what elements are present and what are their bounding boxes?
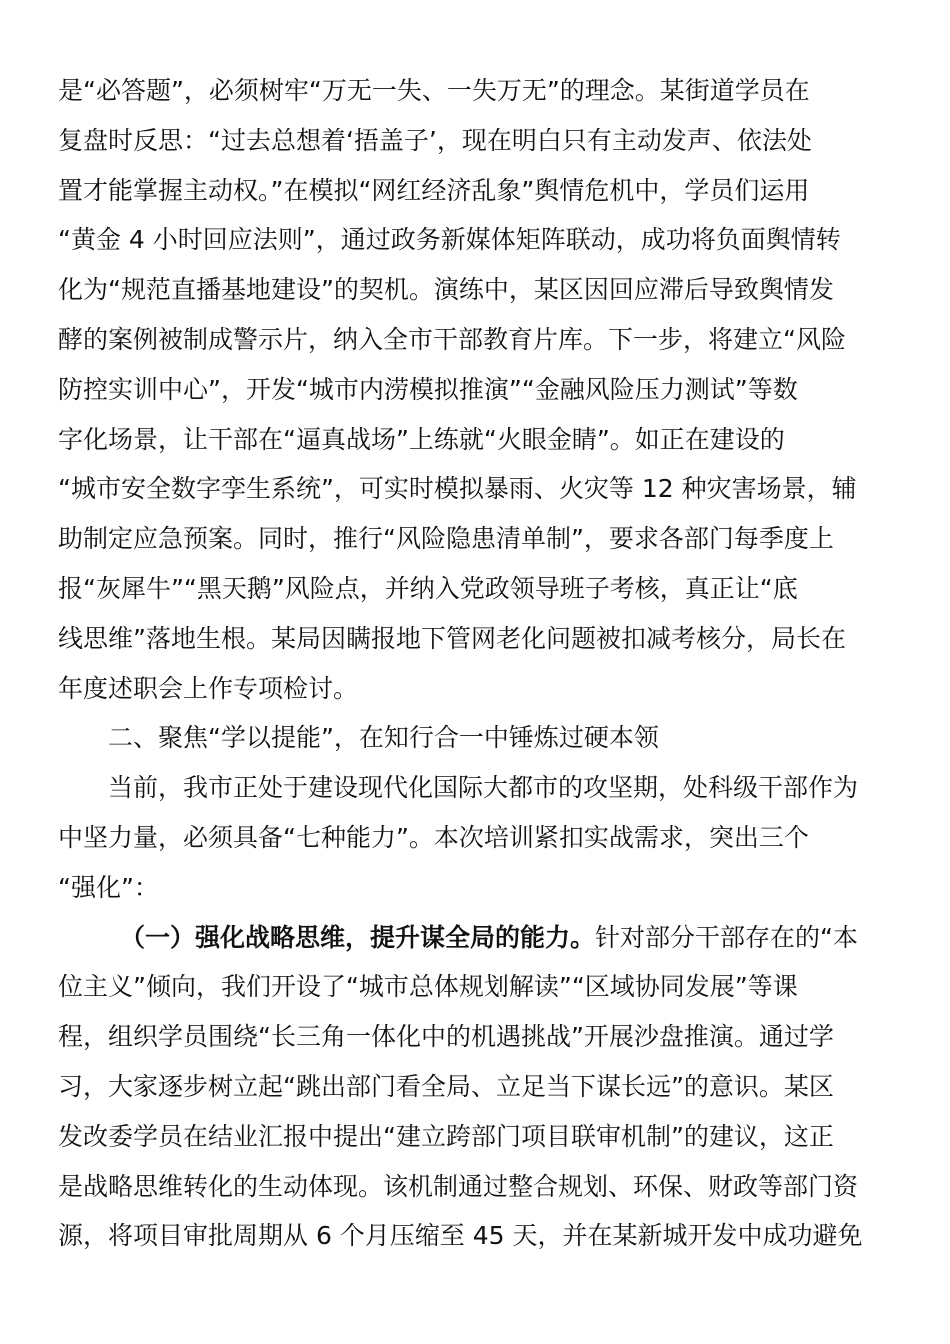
paragraph-line: “强化”： <box>58 872 159 902</box>
paragraph-line: 防控实训中心”，开发“城市内涝模拟推演”“金融风险压力测试”等数 <box>58 374 798 404</box>
paragraph-line: 年度述职会上作专项检讨。 <box>58 673 359 703</box>
paragraph-line: 习，大家逐步树立起“跳出部门看全局、立足当下谋长远”的意识。某区 <box>58 1071 834 1101</box>
subsection-heading: （一）强化战略思维，提升谋全局的能力。 <box>120 922 596 952</box>
paragraph-line: “黄金 4 小时回应法则”，通过政务新媒体矩阵联动，成功将负面舆情转 <box>58 225 841 255</box>
paragraph-line: 是战略思维转化的生动体现。该机制通过整合规划、环保、财政等部门资 <box>58 1171 859 1201</box>
subsection-text: 针对部分干部存在的“本 <box>595 922 858 952</box>
paragraph-line: 酵的案例被制成警示片，纳入全市干部教育片库。下一步，将建立“风险 <box>58 324 846 354</box>
paragraph-line: 源，将项目审批周期从 6 个月压缩至 45 天，并在某新城开发中成功避免 <box>58 1221 863 1251</box>
paragraph-line: 发改委学员在结业汇报中提出“建立跨部门项目联审机制”的建议，这正 <box>58 1121 834 1151</box>
paragraph-line: 化为“规范直播基地建设”的契机。演练中，某区因回应滞后导致舆情发 <box>58 275 834 305</box>
document-page <box>58 66 890 1261</box>
paragraph-line: 字化场景，让干部在“逼真战场”上练就“火眼金睛”。如正在建设的 <box>58 424 785 454</box>
paragraph-line: 位主义”倾向，我们开设了“城市总体规划解读”“区域协同发展”等课 <box>58 972 798 1002</box>
paragraph-line: 程，组织学员围绕“长三角一体化中的机遇挑战”开展沙盘推演。通过学 <box>58 1022 834 1052</box>
paragraph-line: 复盘时反思：“过去总想着‘捂盖子’，现在明白只有主动发声、依法处 <box>58 125 812 155</box>
paragraph-line: 报“灰犀牛”“黑天鹅”风险点，并纳入党政领导班子考核，真正让“底 <box>58 573 798 603</box>
section-heading: 二、聚焦“学以提能”，在知行合一中锤炼过硬本领 <box>108 723 659 753</box>
subsection-first-line <box>58 913 890 963</box>
paragraph-line: 助制定应急预案。同时，推行“风险隐患清单制”，要求各部门每季度上 <box>58 524 834 554</box>
paragraph-line: 置才能掌握主动权。”在模拟“网红经济乱象”舆情危机中，学员们运用 <box>58 175 810 205</box>
paragraph-line: 当前，我市正处于建设现代化国际大都市的攻坚期，处科级干部作为 <box>108 773 859 803</box>
paragraph-line: 是“必答题”，必须树牢“万无一失、一失万无”的理念。某街道学员在 <box>58 76 810 105</box>
paragraph-line: 中坚力量，必须具备“七种能力”。本次培训紧扣实战需求，突出三个 <box>58 822 809 852</box>
paragraph-line: “城市安全数字孪生系统”，可实时模拟暴雨、火灾等 12 种灾害场景，辅 <box>58 474 857 504</box>
paragraph-line: 线思维”落地生根。某局因瞒报地下管网老化问题被扣减考核分，局长在 <box>58 623 846 653</box>
